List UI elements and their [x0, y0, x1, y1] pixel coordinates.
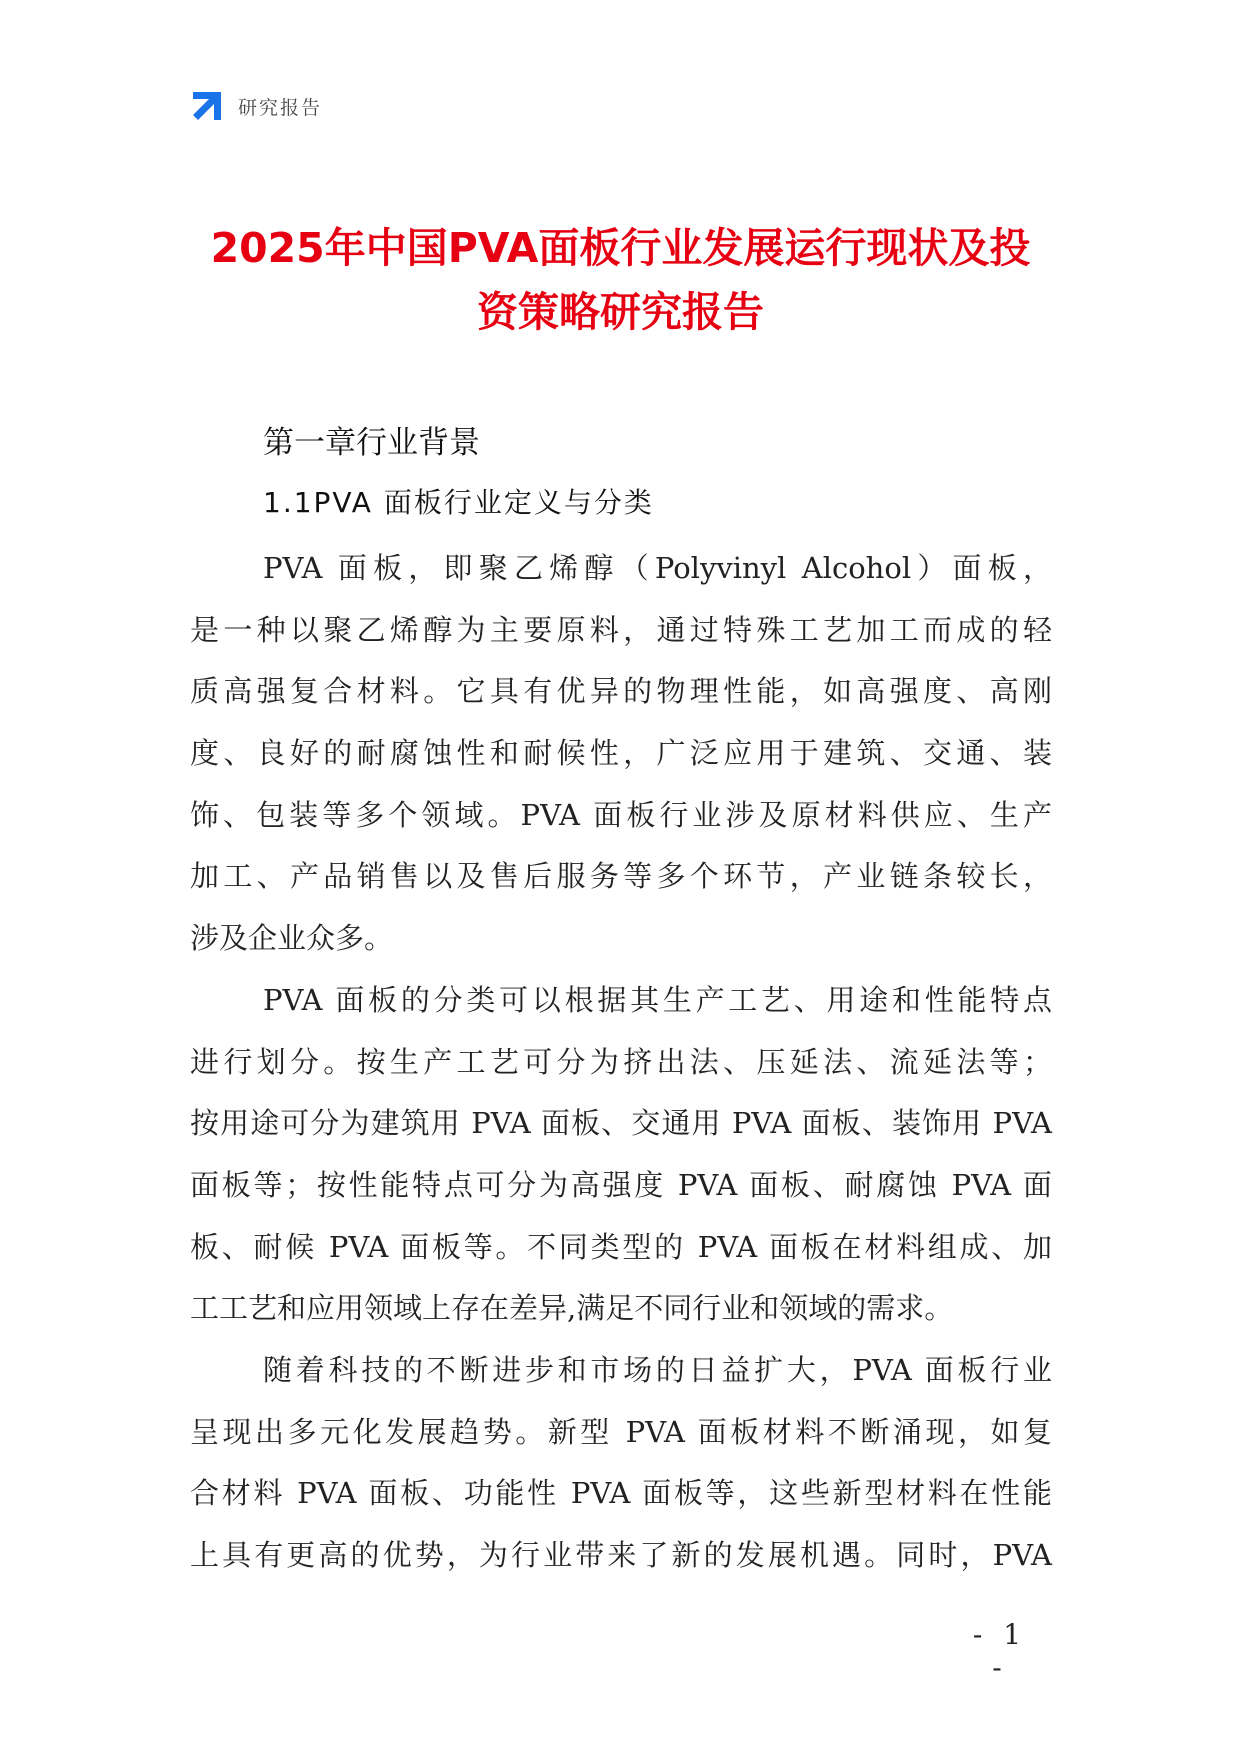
text-line: PVA 面板，即聚乙烯醇（Polyvinyl Alcohol）面板， — [263, 551, 1052, 585]
paragraph-trends — [190, 1340, 1052, 1587]
text-line: 工工艺和应用领域上存在差异,满足不同行业和领域的需求。 — [190, 1291, 954, 1326]
text-line: 上具有更高的优势，为行业带来了新的发展机遇。同时，PVA — [190, 1538, 1052, 1572]
paragraph-classification — [190, 970, 1052, 1340]
report-title — [150, 216, 1091, 344]
text-line: 随着科技的不断进步和市场的日益扩大，PVA 面板行业 — [263, 1352, 1052, 1387]
text-line: 度、良好的耐腐蚀性和耐候性，广泛应用于建筑、交通、装 — [190, 736, 1052, 771]
title-line-2: 资策略研究报告 — [477, 288, 764, 336]
text-line: PVA 面板的分类可以根据其生产工艺、用途和性能特点 — [263, 982, 1052, 1017]
text-line: 加工、产品销售以及售后服务等多个环节，产业链条较长， — [190, 859, 1052, 894]
text-line: 饰、包装等多个领域。PVA 面板行业涉及原材料供应、生产 — [190, 797, 1052, 832]
text-line: 进行划分。按生产工艺可分为挤出法、压延法、流延法等； — [190, 1044, 1052, 1079]
text-line: 呈现出多元化发展趋势。新型 PVA 面板材料不断涌现，如复 — [190, 1414, 1052, 1449]
paragraph-definition — [190, 538, 1052, 970]
header-label: 研究报告 — [238, 96, 323, 119]
title-line-1: 2025年中国PVA面板行业发展运行现状及投 — [210, 224, 1031, 272]
arrow-logo-icon — [190, 89, 224, 123]
text-line: 板、耐候 PVA 面板等。不同类型的 PVA 面板在材料组成、加 — [190, 1229, 1052, 1264]
text-line: 质高强复合材料。它具有优异的物理性能，如高强度、高刚 — [190, 674, 1052, 709]
page-number: - 1 - — [972, 1618, 1028, 1684]
page-header — [190, 88, 322, 124]
chapter-heading: 第一章行业背景 — [263, 425, 480, 461]
text-line: 面板等；按性能特点可分为高强度 PVA 面板、耐腐蚀 PVA 面 — [190, 1167, 1052, 1202]
body-text — [190, 538, 1052, 1587]
section-heading: 1.1PVA 面板行业定义与分类 — [263, 486, 654, 519]
text-line: 合材料 PVA 面板、功能性 PVA 面板等，这些新型材料在性能 — [190, 1476, 1052, 1511]
text-line: 是一种以聚乙烯醇为主要原料，通过特殊工艺加工而成的轻 — [190, 612, 1052, 647]
text-line: 按用途可分为建筑用 PVA 面板、交通用 PVA 面板、装饰用 PVA — [190, 1106, 1052, 1141]
text-line: 涉及企业众多。 — [190, 921, 394, 956]
